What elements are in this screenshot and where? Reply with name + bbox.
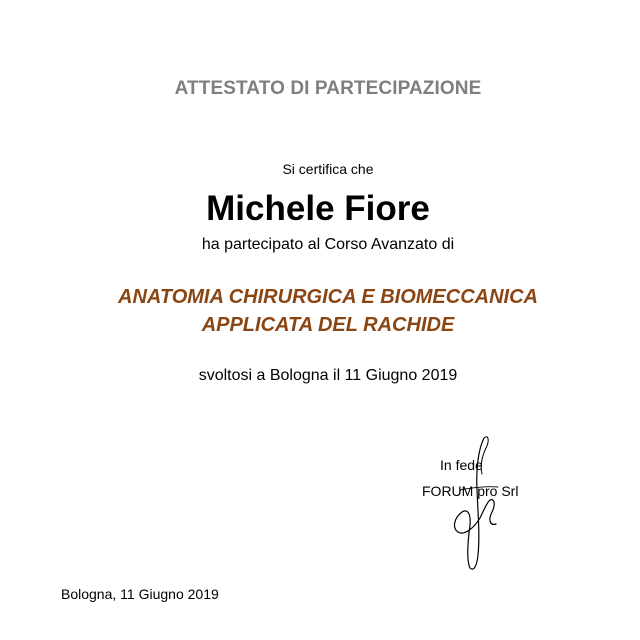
certificate-title: ATTESTATO DI PARTECIPAZIONE (174, 78, 482, 99)
closing-text: In fede (440, 457, 483, 473)
participant-name: Michele Fiore (206, 189, 430, 228)
place-date: Bologna, 11 Giugno 2019 (61, 586, 219, 602)
organization-name: FORUM pro Srl (422, 483, 519, 499)
course-title-line2: APPLICATA DEL RACHIDE (201, 314, 455, 336)
signature-image (440, 430, 510, 580)
participation-text: ha partecipato al Corso Avanzato di (201, 236, 455, 253)
certify-text: Si certifica che (282, 161, 374, 177)
course-title-line1: ANATOMIA CHIRURGICA E BIOMECCANICA (118, 286, 538, 308)
event-text: svoltosi a Bologna il 11 Giugno 2019 (198, 367, 458, 384)
course-title (0, 283, 640, 339)
